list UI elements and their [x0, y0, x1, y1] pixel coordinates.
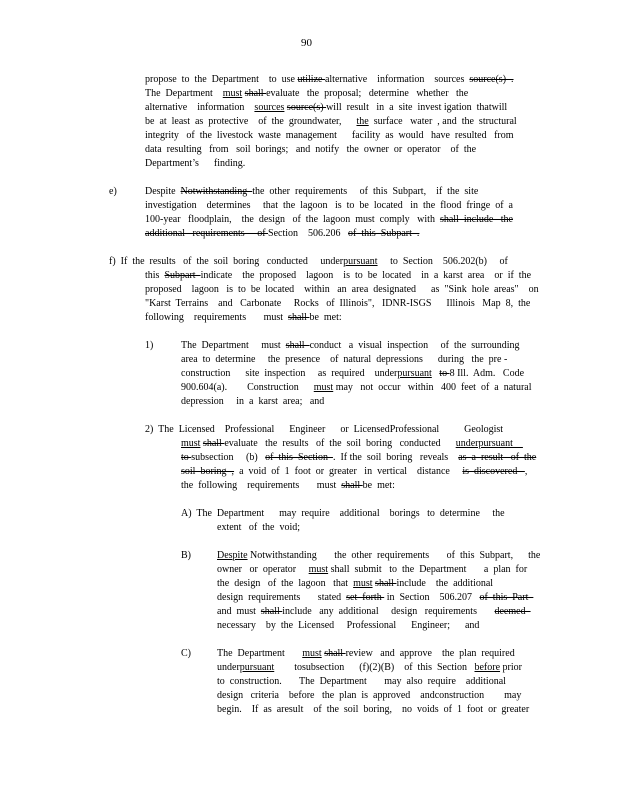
- text-segment: "Karst Terrains and Carbonate Rocks of Illinois", IDNR-ISGS Illinois Map 8, the: [145, 298, 531, 309]
- text-line: [181, 467, 527, 477]
- text-segment: The Department must: [181, 340, 286, 351]
- text-segment: will result in a site invest igation thatwill: [326, 102, 508, 113]
- text-segment: ,: [524, 466, 528, 477]
- text-segment: surface water , and the structural: [368, 116, 517, 127]
- text-line: [145, 285, 539, 295]
- text-segment: include any additional design requirements: [282, 606, 495, 617]
- text-segment: review and approve the plan required: [345, 648, 515, 659]
- text-segment: following requirements must: [145, 312, 289, 323]
- text-segment: the design of the lagoon that: [217, 578, 354, 589]
- deleted-text: Subpart: [164, 270, 201, 281]
- text-line: [145, 425, 503, 435]
- deleted-text: of this Section: [265, 452, 333, 463]
- text-segment: 2) The Licensed Professional Engineer or LicensedProfessional Geologist: [145, 424, 504, 435]
- deleted-text: to: [181, 452, 192, 463]
- text-line: [181, 383, 532, 393]
- deleted-text: Notwithstanding: [180, 186, 253, 197]
- text-line: [181, 481, 395, 491]
- text-line: [217, 621, 479, 631]
- inserted-text: must: [353, 578, 373, 589]
- text-segment: design criteria before the plan is approved andconstruction may: [217, 690, 522, 701]
- deleted-text: shall: [285, 340, 310, 351]
- deleted-text: source(s): [286, 102, 327, 113]
- text-segment: proposed lagoon is to be located within an area designated as "Sink hole areas" on: [145, 284, 539, 295]
- text-segment: the other requirements of this Subpart, if the site: [252, 186, 479, 197]
- text-segment: construction site inspection as required under: [181, 368, 398, 379]
- text-segment: tosubsection (f)(2)(B) of this Section: [274, 662, 475, 673]
- text-line: [181, 649, 191, 659]
- text-line: [145, 103, 507, 113]
- deleted-text: shall: [341, 480, 363, 491]
- text-line: [181, 355, 507, 365]
- text-line: [217, 607, 531, 617]
- text-segment: be at least as protective of the groundwater,: [145, 116, 357, 127]
- text-segment: B): [181, 550, 191, 561]
- text-line: [145, 89, 468, 99]
- text-line: [145, 313, 342, 323]
- text-line: [145, 117, 517, 127]
- text-line: [217, 523, 300, 533]
- text-segment: Department’s finding.: [145, 158, 246, 169]
- text-segment: 1): [145, 340, 154, 351]
- text-segment: in Section 506.207: [384, 592, 480, 603]
- text-segment: Section 506.206: [268, 228, 349, 239]
- text-segment: evaluate the proposal; determine whether the: [266, 88, 469, 99]
- text-segment: A) The Department may require additional borings to determine the: [181, 508, 505, 519]
- text-segment: area to determine the presence of natural depressions during the pre -: [181, 354, 508, 365]
- deleted-text: is discovered: [462, 466, 525, 477]
- deleted-text: deemed: [494, 606, 531, 617]
- text-segment: include the additional: [396, 578, 494, 589]
- inserted-text: must: [308, 564, 329, 575]
- text-segment: subsection (b): [191, 452, 266, 463]
- text-segment: under: [217, 662, 240, 673]
- text-segment: 100-year floodplain, the design of the lagoon must comply with: [145, 214, 440, 225]
- text-line: [181, 369, 524, 379]
- deleted-text: source(s) .: [469, 74, 514, 85]
- text-segment: data resulting from soil borings; and notify the owner or operator of the: [145, 144, 477, 155]
- text-segment: The Department: [145, 88, 223, 99]
- text-segment: be met:: [362, 480, 395, 491]
- text-segment: this: [145, 270, 165, 281]
- deleted-text: shall: [324, 648, 346, 659]
- inserted-text: pursuant: [397, 368, 432, 379]
- text-segment: indicate the proposed lagoon is to be located in a karst area or if the: [200, 270, 532, 281]
- text-segment: Despite: [145, 186, 181, 197]
- text-segment: . If the soil boring reveals: [332, 452, 459, 463]
- text-line: [145, 201, 513, 211]
- text-line: [145, 131, 514, 141]
- text-segment: owner or operator: [217, 564, 309, 575]
- text-line: [145, 75, 514, 85]
- text-line: [217, 565, 527, 575]
- text-segment: extent of the void;: [217, 522, 301, 533]
- inserted-text: before: [474, 662, 501, 673]
- text-segment: begin. If as aresult of the soil boring, no voids of 1 foot or greater: [217, 704, 530, 715]
- text-segment: depression in a karst area; and: [181, 396, 325, 407]
- text-segment: investigation determines that the lagoon is to be located in the flood fringe of a: [145, 200, 513, 211]
- text-line: [217, 691, 521, 701]
- text-segment: be met:: [309, 312, 342, 323]
- deleted-text: soil boring ,: [181, 466, 235, 477]
- deleted-text: of this Subpart .: [348, 228, 420, 239]
- text-segment: necessary by the Licensed Professional Engineer; and: [217, 620, 480, 631]
- deleted-text: shall: [288, 312, 310, 323]
- deleted-text: utilize: [297, 74, 325, 85]
- text-line: [217, 677, 506, 687]
- inserted-text: pursuant: [343, 256, 378, 267]
- inserted-text: must: [302, 648, 322, 659]
- deleted-text: set forth: [346, 592, 385, 603]
- text-line: [217, 649, 515, 659]
- text-segment: Notwithstanding the other requirements of this Subpart, the: [247, 550, 541, 561]
- text-line: [217, 705, 529, 715]
- text-segment: design requirements stated: [217, 592, 347, 603]
- text-segment: alternative information: [145, 102, 255, 113]
- text-line: [217, 579, 493, 589]
- text-segment: and must: [217, 606, 261, 617]
- text-line: [217, 551, 540, 561]
- deleted-text: shall: [260, 606, 283, 617]
- text-segment: to Section 506.202(b) of: [377, 256, 508, 267]
- text-line: [181, 453, 536, 463]
- text-segment: prior: [500, 662, 522, 673]
- text-segment: conduct a visual inspection of the surrounding: [309, 340, 520, 351]
- text-line: [109, 187, 117, 197]
- text-segment: the following requirements must: [181, 480, 342, 491]
- text-segment: may not occur within 400 feet of a natural: [333, 382, 532, 393]
- text-line: [217, 593, 533, 603]
- text-line: [145, 159, 245, 169]
- deleted-text: additional requirements of: [145, 228, 269, 239]
- deleted-text: as a result of the: [458, 452, 537, 463]
- text-line: [181, 509, 505, 519]
- text-line: [145, 299, 530, 309]
- text-line: [181, 341, 520, 351]
- text-segment: 900.604(a). Construction: [181, 382, 314, 393]
- text-line: [181, 439, 523, 449]
- text-segment: 8 Ill. Adm. Code: [449, 368, 525, 379]
- text-line: [181, 397, 324, 407]
- deleted-text: shall: [202, 438, 225, 449]
- inserted-text: must: [181, 438, 201, 449]
- text-segment: a void of 1 foot or greater in vertical distance: [234, 466, 463, 477]
- text-line: [217, 663, 522, 673]
- text-segment: integrity of the livestock waste management facility as would have resulted from: [145, 130, 514, 141]
- inserted-text: sources: [254, 102, 285, 113]
- text-line: [181, 551, 191, 561]
- text-line: [145, 341, 153, 351]
- inserted-text: must: [222, 88, 243, 99]
- deleted-text: shall: [375, 578, 397, 589]
- text-line: [109, 257, 508, 267]
- text-line: [145, 145, 476, 155]
- text-line: [145, 215, 513, 225]
- inserted-text: must: [313, 382, 334, 393]
- deleted-text: of this Part: [479, 592, 534, 603]
- text-segment: The Department: [217, 648, 303, 659]
- text-segment: e): [109, 186, 117, 197]
- text-segment: to construction. The Department may also require additional: [217, 676, 506, 687]
- inserted-text: Despite: [217, 550, 248, 561]
- text-segment: shall submit to the Department a plan for: [328, 564, 528, 575]
- deleted-text: shall: [244, 88, 267, 99]
- text-segment: alternative information sources: [324, 74, 470, 85]
- deleted-text: shall include the: [439, 214, 513, 225]
- text-line: [145, 229, 419, 239]
- text-line: [145, 187, 478, 197]
- text-segment: evaluate the results of the soil boring conducted: [224, 438, 456, 449]
- text-segment: f) If the results of the soil boring conducted under: [109, 256, 344, 267]
- text-line: [145, 271, 531, 281]
- text-segment: propose to the Department to use: [145, 74, 298, 85]
- page-number: 90: [301, 37, 312, 49]
- deleted-text: to: [439, 368, 450, 379]
- inserted-text: pursuant: [239, 662, 275, 673]
- text-segment: C): [181, 648, 191, 659]
- inserted-text: underpursuant: [455, 438, 523, 449]
- inserted-text: the: [356, 116, 369, 127]
